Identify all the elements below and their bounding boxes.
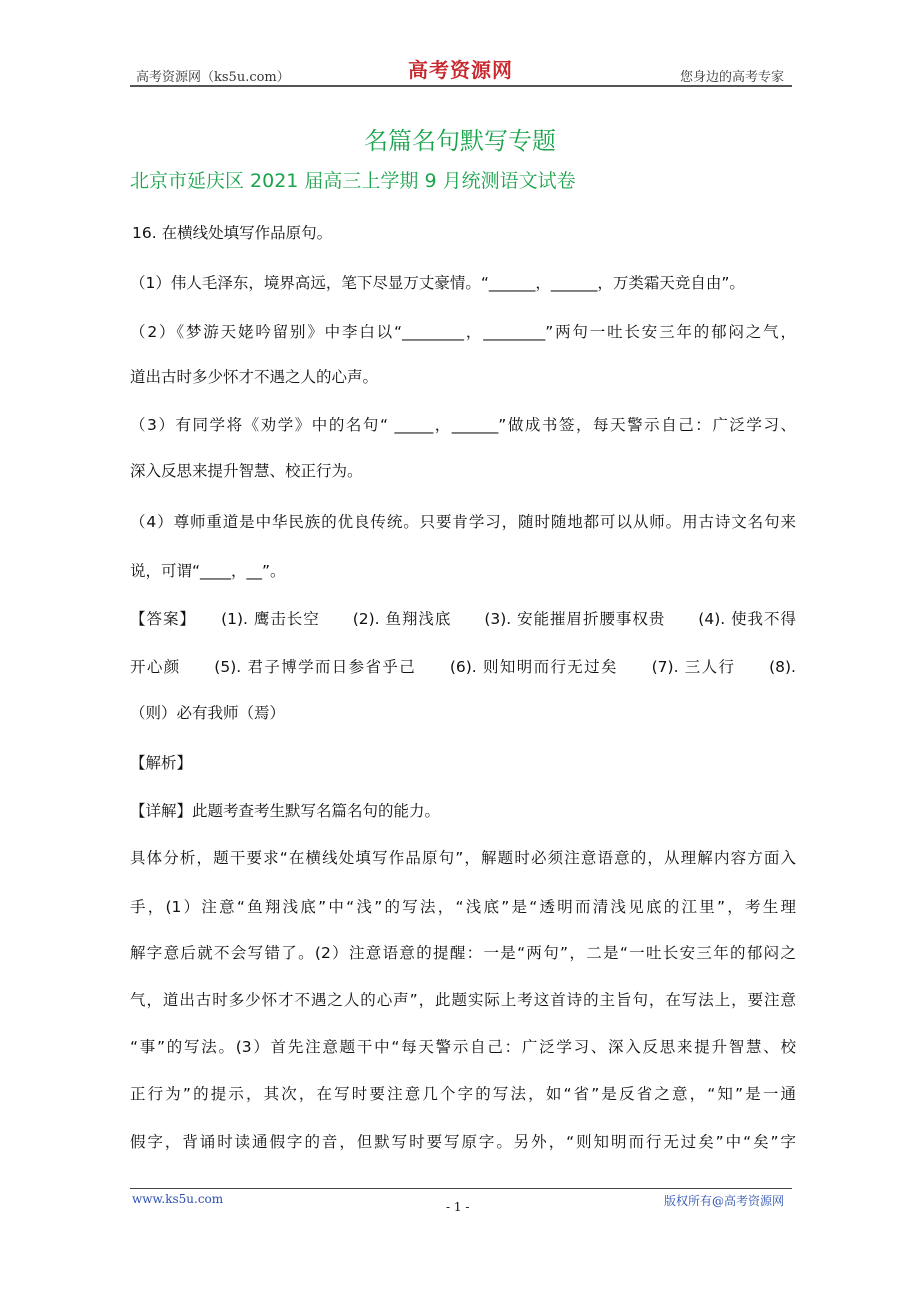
analysis-line: 【详解】此题考查考生默写名篇名句的能力。	[130, 802, 441, 820]
header-logo: 高考资源网	[408, 58, 513, 82]
question-line: 深入反思来提升智慧、校正行为。	[130, 462, 363, 480]
analysis-line: 假字，背诵时读通假字的音，但默写时要写原字。另外，“则知明而行无过矣”中“矣”字	[130, 1133, 796, 1151]
analysis-line: 【解析】	[130, 754, 193, 772]
question-line: （3）有同学将《劝学》中的名句“ _____，______”做成书签，每天警示自己：广泛学习、	[130, 416, 796, 434]
question-line: 16. 在横线处填写作品原句。	[132, 224, 333, 242]
header-divider	[130, 85, 792, 87]
document-subtitle: 北京市延庆区 2021 届高三上学期 9 月统测语文试卷	[130, 170, 576, 192]
footer-divider	[130, 1188, 792, 1189]
footer-copyright[interactable]: 版权所有@高考资源网	[663, 1194, 784, 1208]
answer-line: （则）必有我师（焉）	[130, 704, 286, 722]
header-site-name: 高考资源网（ks5u.com）	[136, 70, 290, 85]
analysis-line: “事”的写法。(3）首先注意题干中“每天警示自己：广泛学习、深入反思来提升智慧、校	[130, 1038, 796, 1056]
question-line: （4）尊师重道是中华民族的优良传统。只要肯学习，随时随地都可以从师。用古诗文名句来	[130, 513, 796, 531]
page-number: - 1 -	[446, 1200, 470, 1214]
question-line: 道出古时多少怀才不遇之人的心声。	[130, 368, 379, 386]
analysis-line: 手，(1）注意“鱼翔浅底”中“浅”的写法，“浅底”是“透明而清浅见底的江里”，考生理	[130, 898, 796, 916]
question-line: （1）伟人毛泽东，境界高远，笔下尽显万丈豪情。“______，______，万类霜天竞自由”。	[130, 274, 745, 292]
answer-line: 【答案】 (1). 鹰击长空 (2). 鱼翔浅底 (3). 安能摧眉折腰事权贵 (4). 使我不得	[130, 610, 796, 628]
question-line: （2）《梦游天姥吟留别》中李白以“________，________”两句一吐长安三年的郁闷之气，	[130, 323, 796, 341]
footer-link[interactable]: www.ks5u.com	[132, 1192, 224, 1206]
header-slogan: 您身边的高考专家	[679, 70, 784, 85]
analysis-line: 具体分析，题干要求“在横线处填写作品原句”，解题时必须注意语意的，从理解内容方面入	[130, 849, 796, 867]
analysis-line: 解字意后就不会写错了。(2）注意语意的提醒：一是“两句”，二是“一吐长安三年的郁闷之	[130, 944, 796, 962]
answer-line: 开心颜 (5). 君子博学而日参省乎己 (6). 则知明而行无过矣 (7). 三人行 (8).	[130, 658, 796, 676]
analysis-line: 气，道出古时多少怀才不遇之人的心声”，此题实际上考这首诗的主旨句，在写法上，要注意	[130, 991, 796, 1009]
question-line: 说，可谓“____，__”。	[130, 562, 286, 580]
document-title: 名篇名句默写专题	[364, 127, 556, 155]
analysis-line: 正行为”的提示，其次，在写时要注意几个字的写法，如“省”是反省之意，“知”是一通	[130, 1085, 796, 1103]
